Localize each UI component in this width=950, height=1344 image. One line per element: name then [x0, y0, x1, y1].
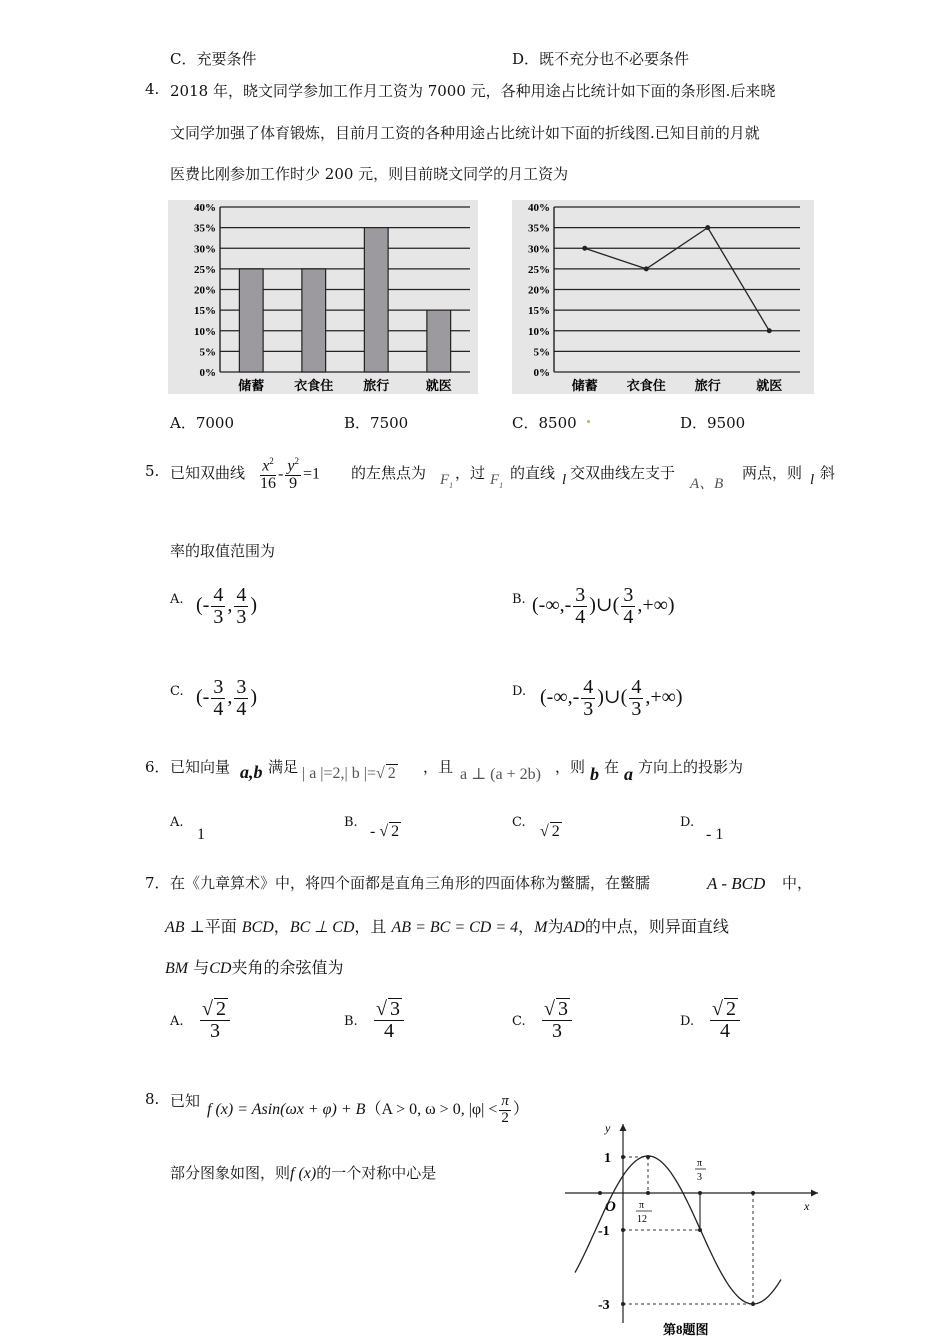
q5-focus-F1b: $F_1$ [490, 472, 504, 490]
q6-text1: 已知向量 [170, 758, 231, 776]
y-tick-label: 25% [194, 263, 216, 276]
q7-line2: AB ⊥平面 BCD，BC ⊥ CD，且 AB = BC = CD = 4，M为AD的中点，则异面直线 [165, 917, 729, 936]
q5-option-b-label: B. [512, 592, 526, 607]
q6-option-c: √ 2 [540, 823, 560, 840]
point-max [646, 1155, 650, 1159]
point-curve-minus1 [698, 1228, 702, 1232]
q5-text5: 交双曲线左支于 [570, 464, 676, 482]
bar [302, 269, 326, 372]
q6-number: 6． [145, 758, 170, 776]
q5-line-l: l [562, 472, 567, 488]
q6-option-b: - √ 2 [370, 823, 400, 840]
point-zero-left [598, 1191, 602, 1195]
q7-option-a: $\frac{√ 2}{3}$ [198, 998, 232, 1042]
q8-sine-graph [560, 1118, 830, 1342]
q5-option-d: (-∞,- $\frac{4}{3}$ )∪( $\frac{4}{3}$ ,+∞) [540, 676, 683, 720]
y-tick-label: 30% [194, 243, 216, 256]
x-label-pi-b: π [697, 1158, 703, 1169]
q6-vectors-ab: a,b [240, 762, 263, 782]
q5-hyperbola-eq: $\frac{x^2}{16}$ - $\frac{y^2}{9}$ =1 [260, 456, 320, 493]
y-tick-label: 0% [533, 367, 550, 379]
q6-vector-b: b [590, 764, 599, 784]
x-tick-label: 储蓄 [238, 378, 265, 393]
y-tick-label: 40% [194, 202, 216, 214]
q6-option-b-label: B. [344, 815, 358, 830]
x-label-pi: π [639, 1200, 645, 1211]
y-label-1: 1 [604, 1151, 611, 1166]
q6-text2: 满足 [268, 758, 299, 776]
q6-option-a: 1 [197, 826, 205, 843]
q8-function: f (x) = Asin(ωx + φ) + B（A > 0, ω > 0, |φ| < $\frac{\pi}{2}$ ） [207, 1093, 529, 1126]
y-tick-label: 20% [194, 284, 216, 297]
bar [239, 269, 263, 372]
y-tick-label: 35% [528, 222, 550, 235]
q7-option-c: $\frac{√ 3}{3}$ [540, 998, 574, 1042]
y-tick-label: 40% [528, 202, 550, 214]
bar-chart [168, 200, 478, 394]
q6-cond1: | a |=2,| b |=√ 2 [302, 765, 396, 782]
x-tick-label: 旅行 [694, 378, 721, 393]
q5-option-a: (- $\frac{4}{3}$ , $\frac{4}{3}$ ) [196, 584, 257, 628]
q6-text4: ，则 [555, 758, 586, 776]
graph-caption: 第8题图 [663, 1322, 709, 1337]
q5-option-a-label: A. [170, 592, 184, 607]
line-chart-background [512, 200, 814, 394]
q7-text1: 在《九章算术》中，将四个面都是直角三角形的四面体称为鳖臑，在鳖臑 [170, 874, 651, 892]
q8-number: 8. [145, 1090, 160, 1108]
q5-focus-F1: $F_1$ [440, 472, 454, 490]
y-label-minus1: -1 [598, 1224, 610, 1239]
q6-option-d-label: D. [680, 815, 695, 830]
stray-dot [587, 420, 590, 423]
q4-option-a: A．7000 [170, 414, 235, 432]
q4-line1: 2018 年，晓文同学参加工作月工资为 7000 元，各种用途占比统计如下面的条形图.后来晓 [170, 82, 776, 100]
point-x-min [751, 1191, 755, 1195]
point-pi12 [646, 1191, 650, 1195]
q7-option-a-label: A. [170, 1014, 184, 1029]
point-y-minus1 [621, 1228, 625, 1232]
q5-option-d-label: D. [512, 684, 527, 699]
q5-text6: 两点，则 [742, 464, 803, 482]
bar [427, 310, 451, 372]
x-label-12: 12 [637, 1214, 647, 1225]
q5-line2: 率的取值范围为 [170, 542, 276, 560]
q5-text2: 的左焦点为 [351, 464, 427, 482]
q6-vector-a: a [624, 764, 633, 784]
x-tick-label: 衣食住 [626, 378, 666, 393]
q3-option-d: D．既不充分也不必要条件 [512, 50, 690, 68]
q3-option-c: C．充要条件 [170, 50, 257, 68]
x-tick-label: 就医 [425, 378, 452, 393]
q7-tetrahedron: A - BCD [707, 874, 766, 893]
y-tick-label: 15% [194, 305, 216, 318]
data-point [644, 266, 649, 271]
x-tick-label: 衣食住 [294, 378, 334, 393]
x-axis-label: x [804, 1199, 810, 1213]
q4-line2: 文同学加强了体育锻炼，目前月工资的各种用途占比统计如下面的折线图.已知目前的月就 [170, 124, 760, 142]
q6-option-a-label: A. [170, 815, 184, 830]
q6-text6: 方向上的投影为 [638, 758, 744, 776]
q5-number: 5. [145, 462, 160, 480]
q4-option-d: D．9500 [680, 414, 746, 432]
x-tick-label: 储蓄 [571, 378, 598, 393]
y-tick-label: 35% [194, 222, 216, 235]
q7-line3: BM 与CD夹角的余弦值为 [165, 958, 344, 977]
q7-option-d-label: D. [680, 1014, 695, 1029]
y-tick-label: 25% [528, 263, 550, 276]
q6-option-c-label: C. [512, 815, 526, 830]
x-tick-label: 就医 [756, 378, 783, 393]
y-tick-label: 30% [528, 243, 550, 256]
x-label-3: 3 [697, 1172, 702, 1183]
origin-label: O [605, 1199, 616, 1215]
y-tick-label: 5% [199, 346, 216, 359]
y-tick-label: 15% [528, 305, 550, 318]
point-min [751, 1302, 755, 1306]
q5-option-b: (-∞,- $\frac{3}{4}$ )∪( $\frac{3}{4}$ ,+∞) [532, 584, 675, 628]
point-y1 [621, 1155, 625, 1159]
q8-line2: 部分图象如图，则f (x)的一个对称中心是 [170, 1164, 437, 1182]
data-point [767, 328, 772, 333]
q7-option-b: $\frac{√ 3}{4}$ [372, 998, 406, 1042]
q4-option-c: C．8500 [512, 414, 577, 432]
y-tick-label: 0% [199, 367, 216, 379]
y-tick-label: 20% [528, 284, 550, 297]
q6-option-d: - 1 [706, 826, 724, 843]
q7-option-b-label: B. [344, 1014, 358, 1029]
data-point [705, 225, 710, 230]
q6-text3: ，且 [423, 758, 454, 776]
q4-option-b: B．7500 [344, 414, 409, 432]
q4-number: 4. [145, 80, 160, 98]
line-chart [512, 200, 814, 394]
q5-text4: 的直线 [510, 464, 556, 482]
q8-text1: 已知 [170, 1092, 201, 1110]
q5-option-c-label: C. [170, 684, 184, 699]
q5-text7: 斜 [820, 464, 836, 482]
q5-text3: ，过 [455, 464, 486, 482]
q4-line3: 医费比刚参加工作时少 200 元，则目前晓文同学的月工资为 [170, 165, 569, 183]
y-label-minus3: -3 [598, 1298, 610, 1313]
q7-number: 7． [145, 874, 170, 892]
q6-text5: 在 [604, 758, 620, 776]
bar [364, 228, 388, 372]
q7-option-d: $\frac{√ 2}{4}$ [708, 998, 742, 1042]
q5-option-c: (- $\frac{3}{4}$ , $\frac{3}{4}$ ) [196, 676, 257, 720]
q6-cond2: a ⊥ (a + 2b) [460, 766, 541, 783]
point-y-minus3 [621, 1302, 625, 1306]
y-tick-label: 10% [528, 325, 550, 338]
q7-text2: 中， [782, 874, 813, 892]
q5-text1: 已知双曲线 [170, 464, 246, 482]
point-pi3 [698, 1191, 702, 1195]
x-tick-label: 旅行 [363, 378, 390, 393]
q5-line-l2: l [810, 472, 815, 488]
y-axis-label: y [605, 1121, 611, 1135]
q5-points-AB: A、B [690, 476, 724, 492]
y-tick-label: 10% [194, 325, 216, 338]
q7-option-c-label: C. [512, 1014, 526, 1029]
y-tick-label: 5% [533, 346, 550, 359]
data-point [582, 246, 587, 251]
